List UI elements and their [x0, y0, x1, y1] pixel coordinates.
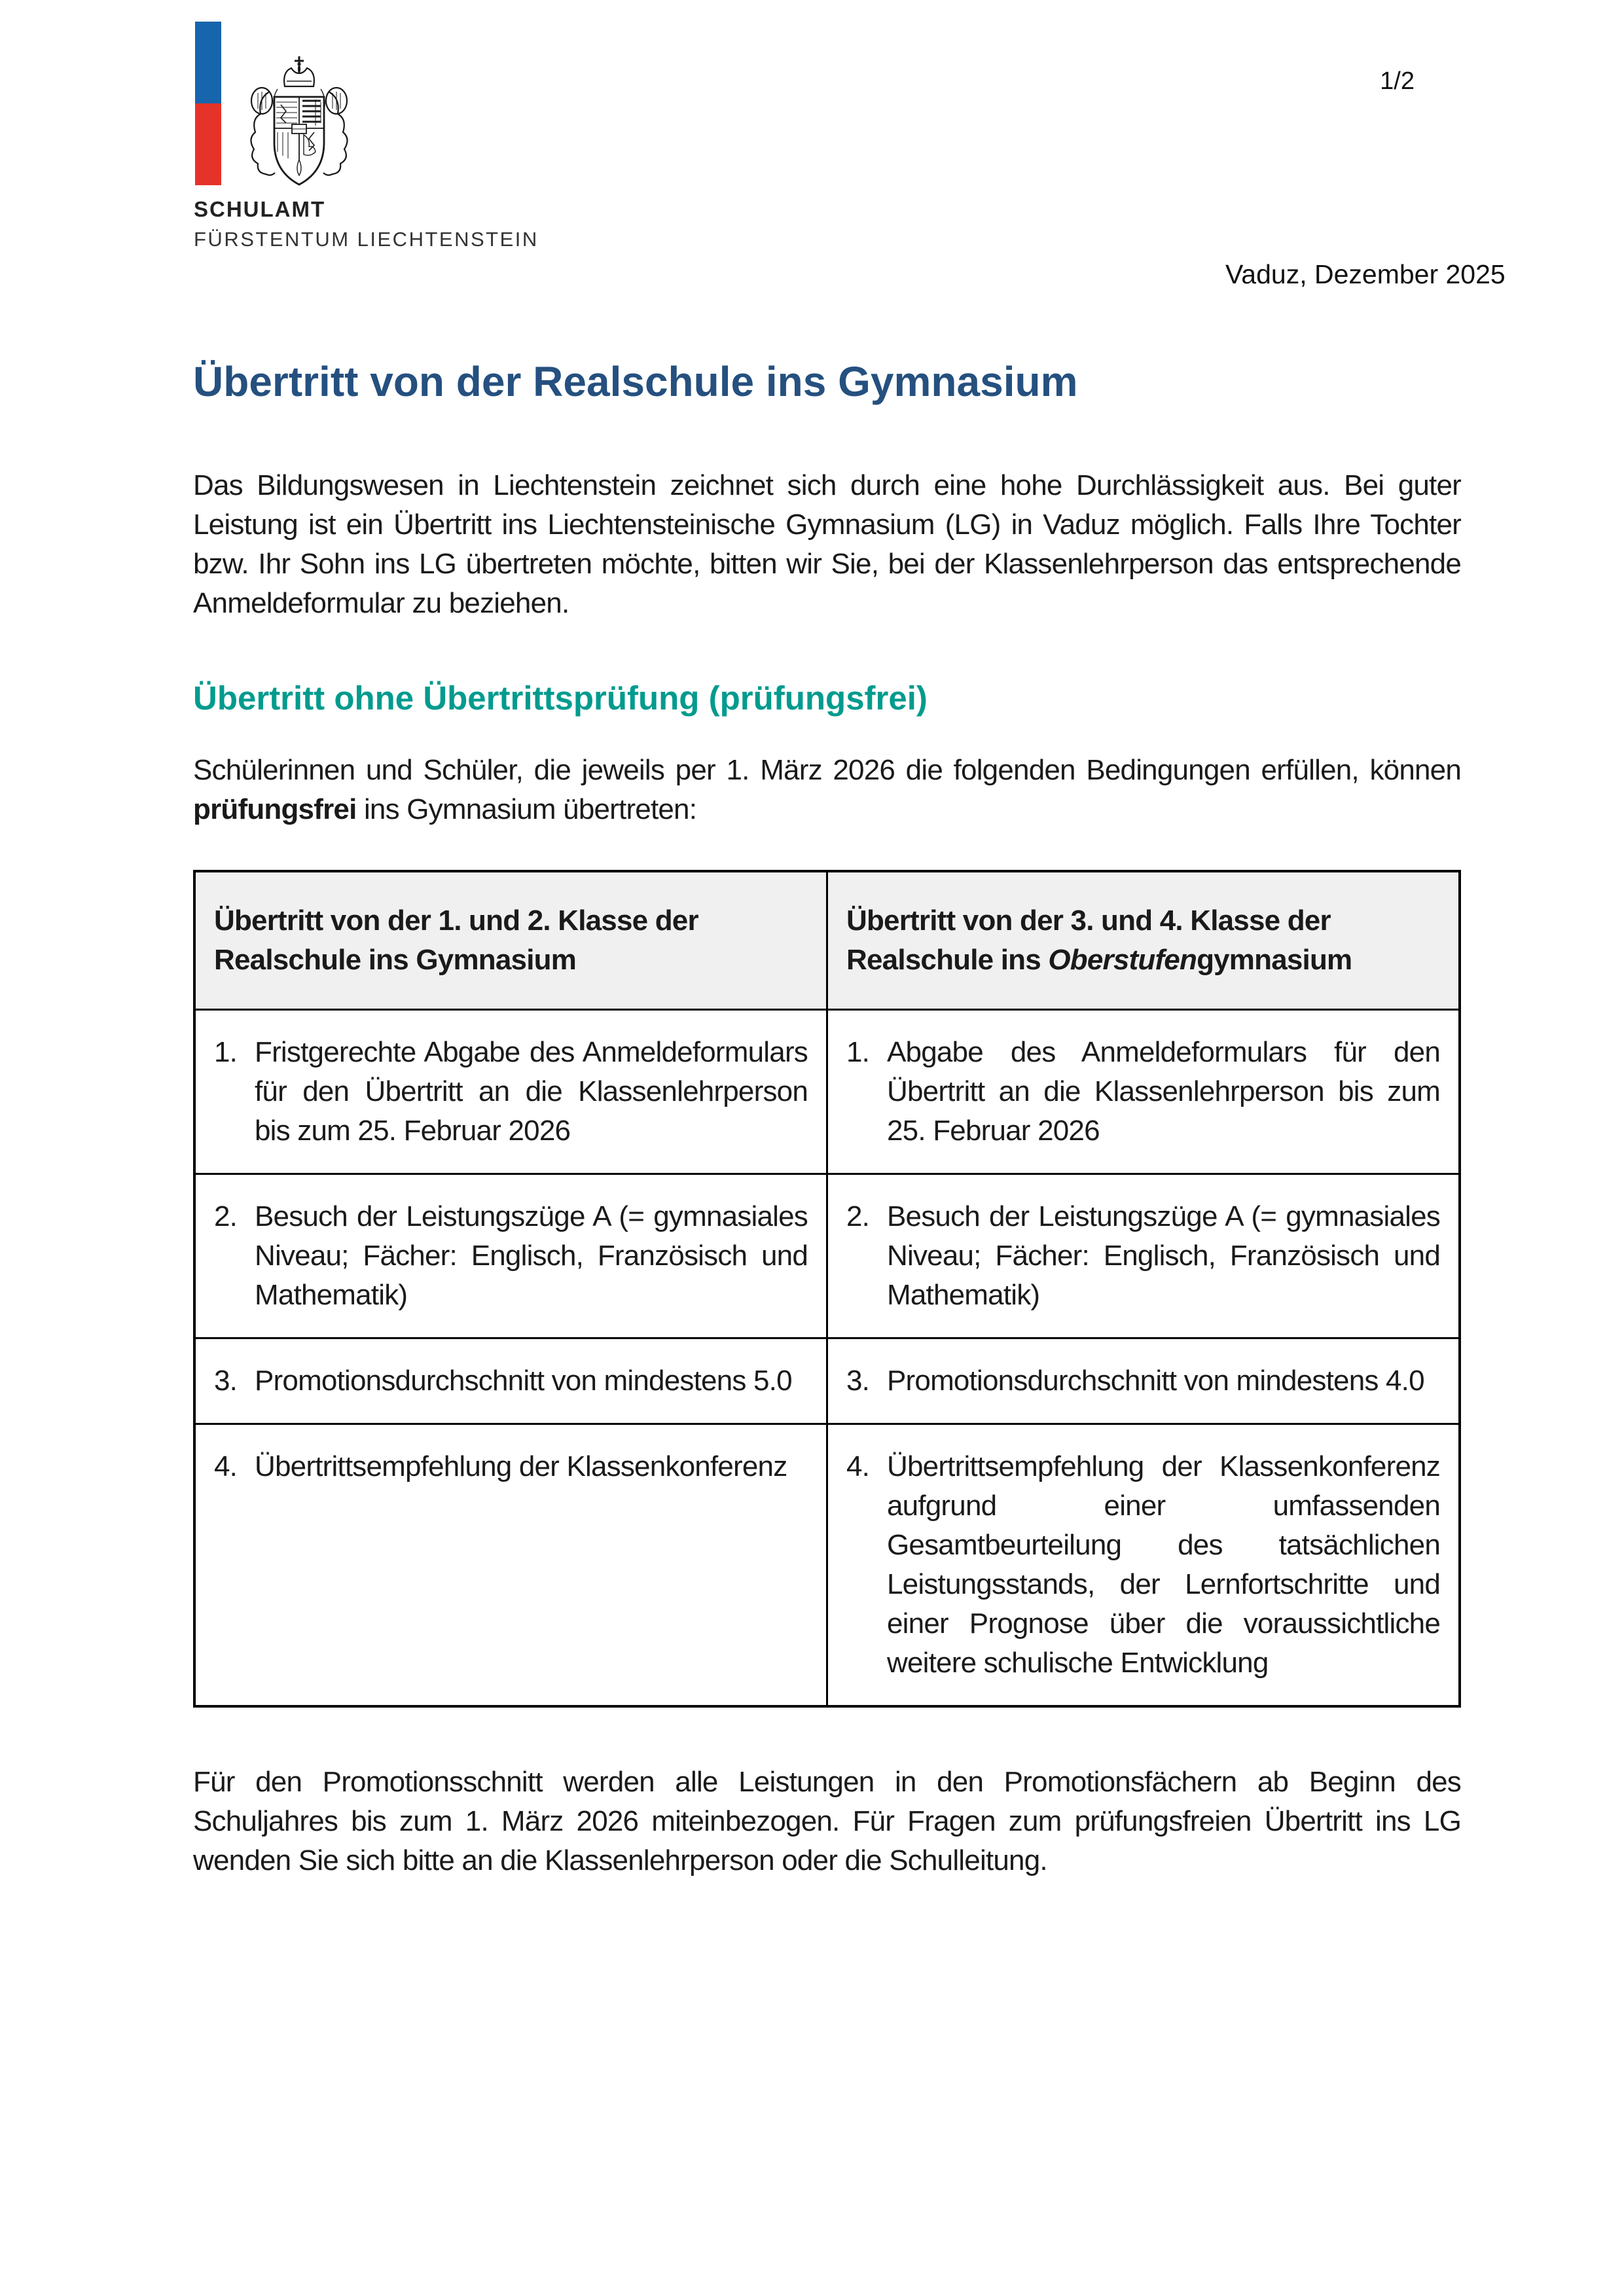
condition-text: Abgabe des Anmeldeformulars für den Übertritt an die Klassenlehrperson bis zum 25. Februar 2026: [887, 1035, 1440, 1147]
table-cell: [194, 1174, 827, 1338]
logo-bar-red: [195, 103, 221, 185]
list-number: 4.: [214, 1450, 238, 1482]
conditions-intro-tail: ins Gymnasium übertreten:: [356, 793, 697, 825]
agency-name: SCHULAMT: [194, 197, 326, 221]
section-heading: Übertritt ohne Übertrittsprüfung (prüfungsfrei): [193, 679, 928, 717]
table-header-right-tail: gymnasium: [1197, 943, 1352, 976]
table-header-right-italic: Oberstufen: [1048, 943, 1197, 976]
logo-bar: [195, 22, 221, 185]
table-row: [194, 1174, 1460, 1338]
liechtenstein-coat-of-arms-icon: [244, 54, 355, 190]
outro-paragraph: Für den Promotionsschnitt werden alle Leistungen in den Promotionsfächern ab Beginn des Schuljahres bis zum 1. März 2026 miteinbezogen. Für Fragen zum prüfungsfreien Übertritt ins LG wenden Sie sich bitte an die Klassenlehrperson oder die Schulleitung.: [193, 1765, 1461, 1876]
intro-paragraph: Das Bildungswesen in Liechtenstein zeichnet sich durch eine hohe Durchlässigkeit aus. Bei guter Leistung ist ein Übertritt ins Liechtensteinische Gymnasium (LG) in Vaduz möglich. Falls Ihre Tochter bzw. Ihr Sohn ins LG übertreten möchte, bitten wir Sie, bei der Klassenlehrperson das entsprechende Anmeldeformular zu beziehen.: [193, 469, 1461, 619]
condition-text: Promotionsdurchschnitt von mindestens 5.0: [255, 1364, 792, 1397]
list-number: 4.: [846, 1450, 870, 1482]
table-cell: [827, 1174, 1460, 1338]
logo-bar-blue: [195, 22, 221, 103]
condition-text: Promotionsdurchschnitt von mindestens 4.0: [887, 1364, 1424, 1397]
condition-text: Übertrittsempfehlung der Klassenkonferenz: [255, 1450, 787, 1482]
page-number: 1/2: [1380, 67, 1415, 95]
list-number: 3.: [214, 1364, 238, 1397]
table-cell: [827, 1338, 1460, 1424]
list-number: 1.: [846, 1035, 870, 1068]
table-row: [194, 1424, 1460, 1706]
place-date: Vaduz, Dezember 2025: [1225, 259, 1506, 289]
table-row: [194, 1338, 1460, 1424]
table-header-left: Übertritt von der 1. und 2. Klasse der Realschule ins Gymnasium: [194, 871, 827, 1010]
table-cell: [827, 1424, 1460, 1706]
table-header-right: [827, 871, 1460, 1010]
table-header-row: [194, 871, 1460, 1010]
table-header-right-text: Übertritt von der 3. und 4. Klasse der Realschule ins: [846, 904, 1331, 976]
document-title: Übertritt von der Realschule ins Gymnasium: [193, 358, 1078, 405]
list-number: 2.: [214, 1200, 238, 1232]
agency-state: FÜRSTENTUM LIECHTENSTEIN: [194, 228, 539, 251]
list-number: 3.: [846, 1364, 870, 1397]
condition-text: Übertrittsempfehlung der Klassenkonferenz aufgrund einer umfassenden Gesamtbeurteilung des tatsächlichen Leistungsstands, der Lernfortschritte und einer Prognose über die voraussichtliche weitere schulische Entwicklung: [887, 1450, 1440, 1679]
table-cell: [827, 1009, 1460, 1174]
condition-text: Besuch der Leistungszüge A (= gymnasiales Niveau; Fächer: Englisch, Französisch und Mathematik): [255, 1200, 808, 1311]
list-number: 1.: [214, 1035, 238, 1068]
list-number: 2.: [846, 1200, 870, 1232]
table-cell: [194, 1424, 827, 1706]
table-row: [194, 1009, 1460, 1174]
conditions-intro-text: Schülerinnen und Schüler, die jeweils per 1. März 2026 die folgenden Bedingungen erfüllen, können: [193, 753, 1461, 786]
document-body: [193, 359, 1461, 1880]
condition-text: Besuch der Leistungszüge A (= gymnasiales Niveau; Fächer: Englisch, Französisch und Mathematik): [887, 1200, 1440, 1311]
condition-text: Fristgerechte Abgabe des Anmeldeformulars für den Übertritt an die Klassenlehrperson bis zum 25. Februar 2026: [255, 1035, 808, 1147]
table-cell: [194, 1338, 827, 1424]
letterhead: [194, 198, 539, 249]
conditions-intro-bold: prüfungsfrei: [193, 793, 357, 825]
conditions-table: [193, 870, 1461, 1708]
conditions-intro-paragraph: [193, 751, 1461, 829]
table-cell: [194, 1009, 827, 1174]
